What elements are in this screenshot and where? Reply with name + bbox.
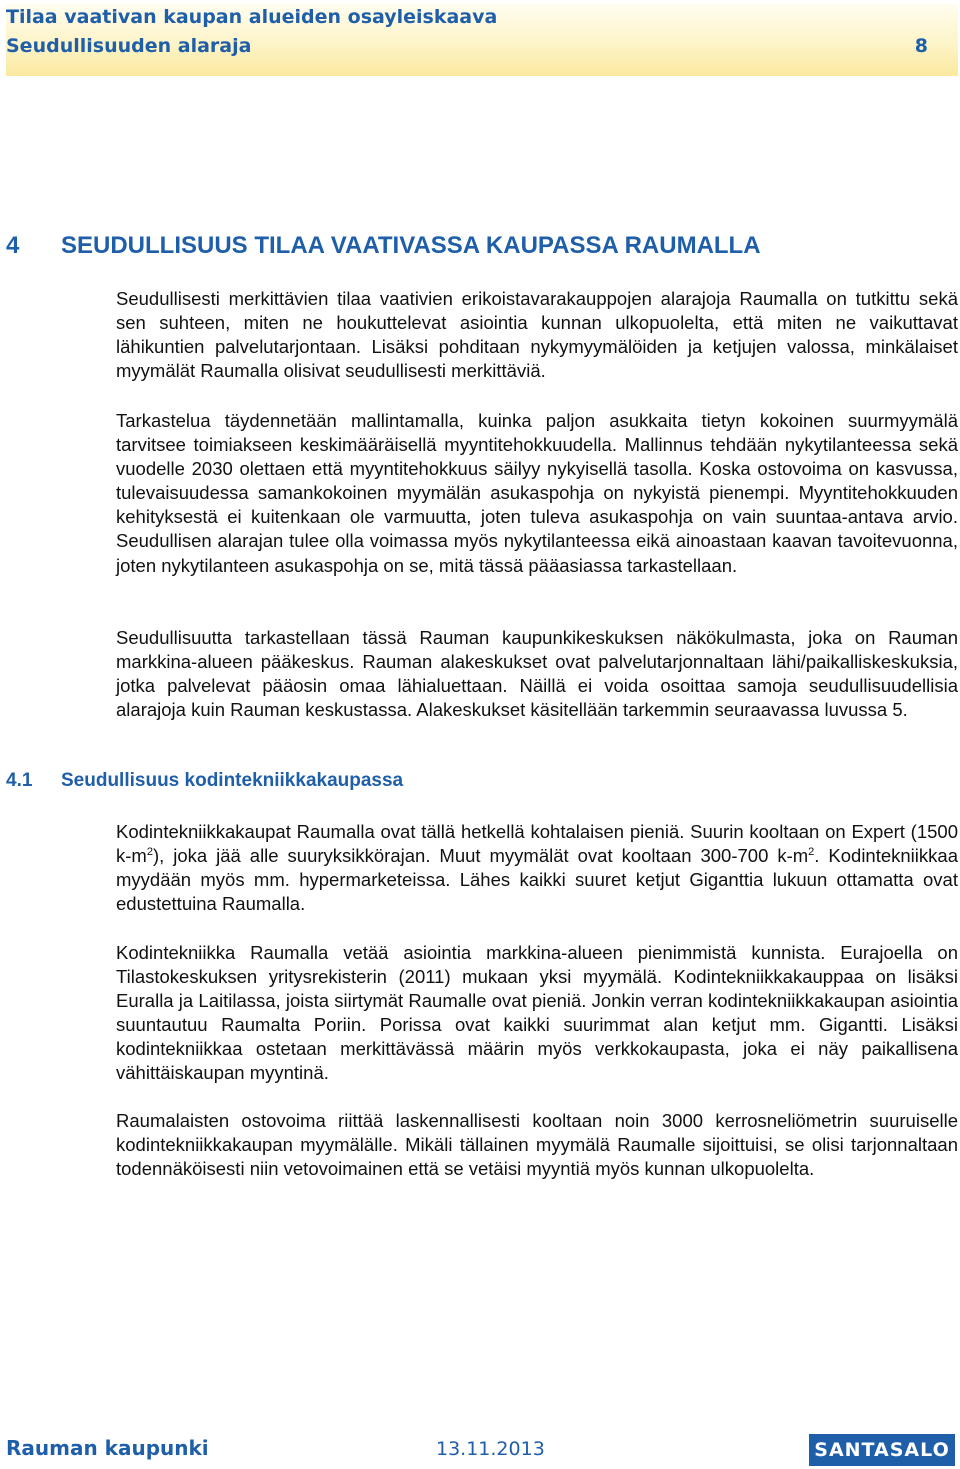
section-title: Seudullisuus kodintekniikkakaupassa — [61, 770, 404, 791]
superscript-squared: 2 — [146, 845, 153, 858]
santasalo-logo: SANTASALO — [809, 1434, 955, 1466]
section-paragraph-1-part-a: Kodintekniikkakaupat Raumalla ovat tällä hetkellä kohtalaisen pieniä. Suurin kooltaan on Expert (1500 k-m — [116, 821, 958, 867]
section-heading — [6, 770, 403, 792]
chapter-number: 4 — [6, 232, 20, 259]
section-paragraph-1 — [116, 820, 958, 916]
chapter-paragraph-3: Seudullisuutta tarkastellaan tässä Rauman kaupunkikeskuksen näkökulmasta, joka on Rauman markkina-alueen pääkeskus. Rauman alakeskukset ovat palvelutarjonnaltaan lähi/paikalliskeskuksia, jotka palvelevat pääosin omaa lähialuettaan. Näillä ei voida osoittaa samoja seudullisuudellisia alarajoja kuin Rauman keskustassa. Alakeskukset käsitellään tarkemmin seuraavassa luvussa 5. — [116, 627, 958, 721]
section-paragraph-1-part-b: ), joka jää alle suuryksikkörajan. Muut myymälät ovat kooltaan 300-700 k-m — [152, 845, 809, 867]
section-paragraph-3: Raumalaisten ostovoima riittää laskennallisesti kooltaan noin 3000 kerrosneliömetrin suuruiselle kodintekniikkakaupan myymälälle. Mikäli tällainen myymälä Raumalle sijoittuisi, se olisi tarjonnaltaan todennäköisesti niin vetovoimainen että se vetäisi myyntiä myös kunnan ulkopuolelta. — [116, 1110, 958, 1180]
chapter-title: SEUDULLISUUS TILAA VAATIVASSA KAUPASSA RAUMALLA — [61, 232, 761, 259]
chapter-paragraph-2: Tarkastelua täydennetään mallintamalla, kuinka paljon asukkaita tietyn kokoinen suurmyymälä tarvitsee toimiakseen keskimääräisellä myyntitehokkuudella. Mallinnus tehdään nykytilanteessa sekä vuodelle 2030 olettaen että myyntitehokkuus säilyy nykyisellä tasolla. Koska ostovoima on kasvussa, tulevaisuudessa samankokoinen myymälän asukaspohja on nykyistä pienempi. Myyntitehokkuuden kehityksestä ei kuitenkaan ole varmuutta, joten tuleva asukaspohja on vain suuntaa-antava arvio. Seudullisen alarajan tulee olla voimassa myös nykytilanteessa eikä ainoastaan kaavan tavoitevuonna, joten nykytilanteen asukaspohja on se, mitä tässä pääasiassa tarkastellaan. — [116, 410, 958, 576]
header-section-title: Seudullisuuden alaraja — [6, 35, 252, 57]
superscript-squared: 2 — [808, 845, 815, 858]
footer-city: Rauman kaupunki — [6, 1436, 209, 1460]
footer-date: 13.11.2013 — [436, 1438, 545, 1460]
chapter-heading — [6, 232, 761, 260]
header-document-title: Tilaa vaativan kaupan alueiden osayleiskaava — [6, 6, 498, 28]
section-paragraph-1-part-c: . Kodintekniikkaa myydään myös mm. hypermarketeissa. Lähes kaikki suuret ketjut Giganttia lukuun ottamatta ovat edustettuina Raumalla. — [116, 845, 958, 915]
page-number: 8 — [914, 35, 928, 57]
section-paragraph-2: Kodintekniikka Raumalla vetää asiointia markkina-alueen pienimmistä kunnista. Eurajoella on Tilastokeskuksen yritysrekisterin (2011) mukaan yksi myymälä. Kodintekniikkakauppaa on lisäksi Euralla ja Laitilassa, joista siirtymät Raumalle ovat pieniä. Jonkin verran kodintekniikkakaupan asiointia suuntautuu Raumalta Poriin. Porissa ovat kaikki suurimmat alan ketjut mm. Gigantti. Lisäksi kodintekniikkaa ostetaan merkittävässä määrin myös verkkokaupasta, joka ei näy paikallisena vähittäiskaupan myyntinä. — [116, 942, 958, 1084]
chapter-paragraph-1: Seudullisesti merkittävien tilaa vaativien erikoistavarakauppojen alarajoja Raumalla on tutkittu sekä sen suhteen, miten ne houkuttelevat asiointia kunnan ulkopuolelta, että miten ne vaikuttavat lähikuntien palvelutarjontaan. Lisäksi pohditaan nykymyymälöiden ja ketjujen valossa, minkälaiset myymälät Raumalla olisivat seudullisesti merkittäviä. — [116, 288, 958, 382]
section-number: 4.1 — [6, 770, 33, 791]
